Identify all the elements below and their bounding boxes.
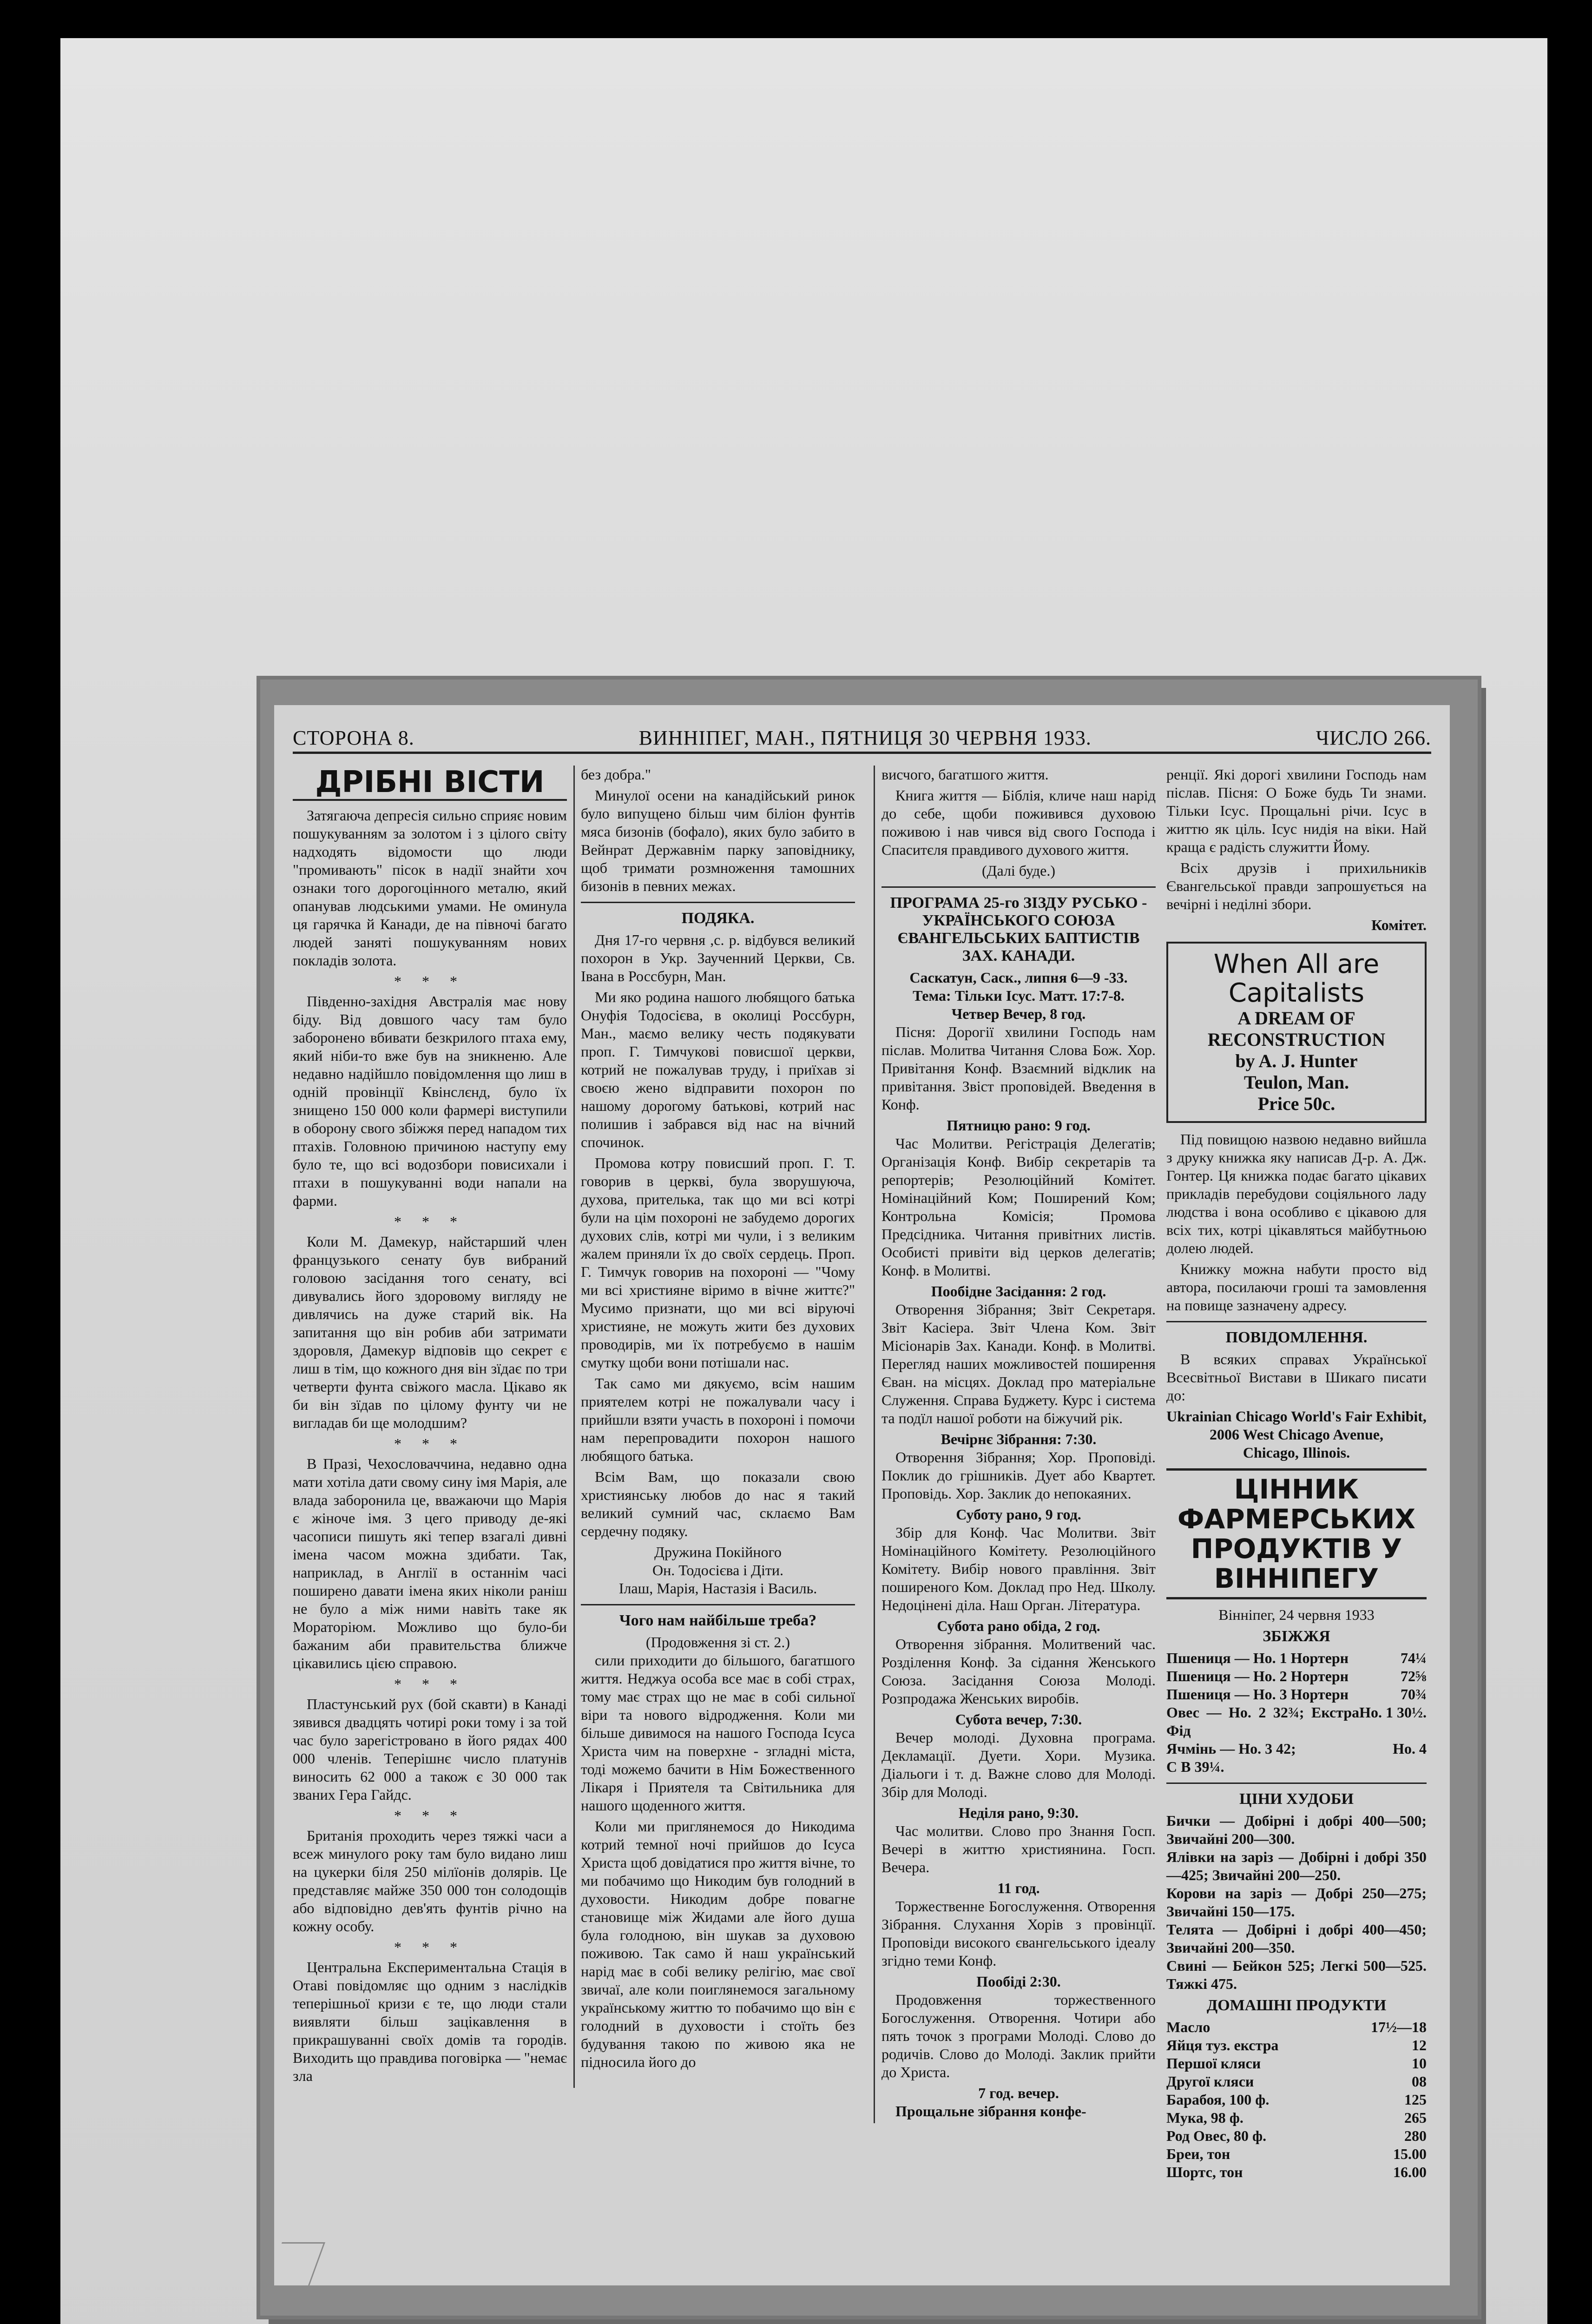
article-paragraph: Промова котру повисший проп. Г. Т. говорив в церкві, була зворушуюча, духова, прителька, так що ми всі котрі були на цім похороні не забудемо дорогих духових слів, котрі ми чули, і з великим жалем приняли їх до своїх сердець. Проп. Г. Тимчук говорив на похороні — "Чому ми всі християне віримо в вічне життє?" Мусимо признати, що ми всі віруючі християне, не можуть жити без духових проводирів, ми їх потребуємо в нашім смутку щоби вони потішали нас. [581, 1155, 855, 1371]
session-text: Пісня: Дорогії хвилини Господь нам післав. Молитва Читання Слова Бож. Хор. Привітання Конф. Взаємний відклик на привітання. Звіст проповідей. Введення в Конф. [882, 1023, 1156, 1113]
grain-price-row [1166, 1649, 1427, 1667]
headline-convention-program: ПРОГРАМА 25-го ЗІЗДУ РУСЬКО - УКРАЇНСЬКОГО СОЮЗА ЄВАНГЕЛЬСЬКИХ БАПТИСТІВ ЗАХ. КАНАДИ. [890, 894, 1147, 964]
separator-stars: * * * [394, 1213, 466, 1230]
grain-price-row [1166, 1758, 1427, 1776]
price-item-name: Пшениця — Но. 3 Нортерн [1166, 1686, 1349, 1703]
session-text: Вечер молоді. Духовна програма. Декламації. Дуети. Хори. Музика. Діальоги і т. д. Важне слово для Молоді. Збір для Молоді. [882, 1729, 1156, 1800]
session-heading: 7 год. вечер. [978, 2085, 1059, 2101]
program-theme: Тема: Тільки Ісус. Матт. 17:7-8. [913, 987, 1125, 1004]
headline-what-we-need: Чого нам найбільше треба? [619, 1612, 817, 1629]
signature-committee: Комітет. [1371, 917, 1427, 933]
article-paragraph: Книга життя — Біблія, кличе наш нарід до себе, щоби поживився духовою поживою і нав чився від свого Господа і Спаситєля правдивого духового життя. [882, 787, 1156, 858]
price-item-name: Бреи, тон [1166, 2146, 1230, 2162]
dateline: ВИННІПЕГ, МАН., ПЯТНИЦЯ 30 ЧЕРВНЯ 1933. [638, 726, 1092, 749]
program-place: Саскатун, Саск., липня 6—9 -33. [909, 969, 1128, 986]
price-item-name: Другої кляси [1166, 2073, 1254, 2090]
grain-heading: ЗБІЖЖЯ [1263, 1628, 1330, 1645]
headline-farm-prices: ЦІННИК ФАРМЕРСЬКИХ ПРОДУКТІВ У ВІННІПЕГУ [1166, 1468, 1427, 1599]
book-price: Price 50c. [1257, 1093, 1335, 1114]
price-item-value: 12 [1412, 2037, 1427, 2053]
session-text: Продовження торжественного Богослуження. Отворення. Чотири або пять точок з програми Молоді. Слово до родичів. Слово до Молоді. Заклик прийти до Христа. [882, 1991, 1156, 2080]
session-text: Отворення Зібрання; Звіт Секретаря. Звіт Касіера. Звіт Члена Ком. Звіт Місіонарів Зах. Канади. Конф. в Молитві. Перегляд наших можливостей поширення Єван. на місцях. Доклад про матеріальне Служення. Справа Буджету. Курс і система та подїл нашої роботи на біжучий рік. [882, 1301, 1156, 1426]
separator-stars: * * * [394, 1807, 466, 1824]
signature-line: Он. Тодосієва і Діти. [652, 1562, 783, 1578]
divider [1166, 1321, 1427, 1322]
separator-stars: * * * [394, 1939, 466, 1955]
cattle-heading: ЦІНИ ХУДОБИ [1239, 1790, 1354, 1808]
session-text: Час Молитви. Регістрація Делегатів; Організація Конф. Вибір секретарів та репортерів; Резолюційний Комітет. Номінаційний Ком; Поширений Ком; Контрольна Комісія; Промова Предсідника. Читання привітних листів. Особисті привіти від церков делегатів; Конф. в Молитві. [882, 1135, 1156, 1279]
home-price-row [1166, 2018, 1427, 2036]
separator-stars: * * * [394, 1435, 466, 1452]
price-item-value: 280 [1404, 2127, 1427, 2144]
home-price-row [1166, 2073, 1427, 2091]
article-paragraph: Центральна Експериментальна Стація в Отаві повідомляє що одним з наслідків теперішньої кризи є те, що люди стали виявляти більш зацікавлення в прикрашуванні своїх домів та городів. Виходить що правдива поговірка — "немає зла [293, 1959, 567, 2084]
divider [1166, 1783, 1427, 1784]
cattle-price-row: Телята — Добірні і добрі 400—450; Звичайні 200—350. [1166, 1921, 1427, 1956]
price-item-name: С В 39¼. [1166, 1758, 1224, 1775]
home-price-row [1166, 2127, 1427, 2145]
price-item-value: 265 [1404, 2109, 1427, 2126]
session-text: Торжественне Богослуження. Отворення Зібрання. Слухання Хорів з провінції. Проповіди високого євангельського ідеалу згідно теми Конф. [882, 1898, 1156, 1969]
article-paragraph: Південно-західня Австралія має нову біду. Від довшого часу там було заборонено вбивати безкрилого птаха ему, який ніби-то вже був на зникненю. Але недавно надійшло повідомлення що лиш в одній провінції Квінслєнд, було їх знищено 150 000 коли фармері виступили в оборону свого збіжжя перед нападом тих птахів. Головною причиною наступу ему було те, що всі водозбори повисихали і птахи в пошукуванні води напали на фарми. [293, 993, 567, 1209]
session-heading: Субота рано обіда, 2 год. [937, 1618, 1100, 1634]
price-item-name: Масло [1166, 2019, 1210, 2035]
headline-notice: ПОВІДОМЛЕННЯ. [1225, 1329, 1368, 1346]
session-heading: Пятницю рано: 9 год. [947, 1117, 1091, 1134]
home-price-row [1166, 2091, 1427, 2109]
price-item-value: Но. 1 30½. [1359, 1704, 1427, 1721]
session-text: Збір для Конф. Час Молитви. Звіт Номінаційного Комітету. Резолюційного Комітету. Вибір нового правління. Звіт поширеного Ком. Доклад про Нед. Школу. Недоцінені діла. Наш Орган. Література. [882, 1524, 1156, 1613]
grain-price-row [1166, 1740, 1427, 1758]
price-item-value: 08 [1412, 2073, 1427, 2090]
price-item-value: 74¼ [1401, 1650, 1427, 1666]
cattle-price-row: Корови на заріз — Добрі 250—275; Звичайні 150—175. [1166, 1885, 1427, 1920]
session-heading: Вечірнє Зібрання: 7:30. [941, 1431, 1097, 1447]
price-item-name: Шортс, тон [1166, 2164, 1243, 2180]
divider [581, 902, 855, 903]
price-item-name: Першої кляси [1166, 2055, 1261, 2072]
price-item-name: Род Овес, 80 ф. [1166, 2127, 1267, 2144]
grain-price-row [1166, 1685, 1427, 1703]
article-paragraph: висчого, багатшого життя. [882, 766, 1049, 783]
session-heading: Субота вечер, 7:30. [955, 1711, 1082, 1728]
divider [581, 1604, 855, 1605]
price-item-value: 72⅝ [1401, 1668, 1427, 1684]
price-item-name: Ячмінь — Но. 3 42; [1166, 1740, 1296, 1757]
signature-line: Ілаш, Марія, Настазія і Василь. [618, 1580, 817, 1597]
article-paragraph: Всім Вам, що показали свою християнську любов до нас я такий великий сумний час, склаємо Вам сердечну подяку. [581, 1468, 855, 1539]
address-line: Chicago, Illinois. [1243, 1444, 1350, 1461]
cattle-price-row: Бички — Добірні і добрі 400—500; Звичайні 200—300. [1166, 1812, 1427, 1847]
column-1 [293, 766, 575, 2088]
home-price-list [1166, 2018, 1427, 2181]
grain-price-row [1166, 1703, 1427, 1740]
article-paragraph: Британія проходить через тяжкі часи а всеж минулого року там було видано лиш на цукерки біля 250 мілїонів долярів. Це представляє майже 350 000 тон солодощів або відповідно дев'ять фунтів річно на кожну особу. [293, 1827, 567, 1934]
to-be-continued: (Далі буде.) [981, 862, 1055, 879]
home-price-row [1166, 2036, 1427, 2054]
book-subtitle: A DREAM OF RECONSTRUCTION [1207, 1008, 1386, 1050]
article-paragraph: Під повищою назвою недавно вийшла з друку книжка яку написав Д-р. А. Дж. Гонтер. Ця книжка подає багато цікавих прикладів перебудови соціяльного ладу людства і вона особливо є цікавою для всіх тих, котрі цікавляться майбутньою долею людей. [1166, 1131, 1427, 1256]
session-heading: Суботу рано, 9 год. [956, 1506, 1081, 1523]
book-ad-box [1166, 942, 1427, 1123]
book-place: Teulon, Man. [1243, 1072, 1349, 1093]
book-author: by A. J. Hunter [1235, 1050, 1358, 1071]
session-text: Отворення зібрання. Молитвений час. Розділення Конф. За сідання Женського Союза. Засідання Союза Молоді. Розпродажа Женських виробів. [882, 1636, 1156, 1707]
price-item-name: Овес — Но. 2 32¾; Екстра Фід [1166, 1704, 1360, 1739]
article-paragraph: Коли М. Дамекур, найстарший член французького сенату був вибраний головою засідання того сенату, всі дивувались його здоровому вигляду не дивлячись на дуже старий вік. На запитання що він робив аби затримати здоровля, Дамекур відповів що секрет є лиш в тім, що кожного дня він зїдає по три четверти фунта свіжого масла. Цікаво як би він зїдав по цілому фунту чи не вигладав би ще молодшим? [293, 1233, 567, 1431]
session-text: Прощальне зібрання конфе- [895, 2103, 1086, 2119]
price-item-name: Пшениця — Но. 1 Нортерн [1166, 1650, 1349, 1666]
microfilm-frame [60, 38, 1547, 2324]
column-4 [1166, 766, 1427, 2181]
price-item-value: 125 [1404, 2091, 1427, 2108]
column-3 [874, 766, 1156, 2123]
newspaper-sheet [260, 680, 1478, 2316]
separator-stars: * * * [394, 973, 466, 990]
issue-number: ЧИСЛО 266. [1316, 726, 1431, 749]
price-item-value: 17½—18 [1371, 2019, 1427, 2035]
newspaper-page [274, 705, 1450, 2285]
session-heading: Пообідне Засідання: 2 год. [931, 1283, 1106, 1300]
session-text: Час молитви. Слово про Знання Госп. Вечері в життю християнина. Госп. Вечера. [882, 1822, 1156, 1875]
continuation-note: (Продовження зі ст. 2.) [645, 1634, 790, 1651]
article-paragraph: ренції. Які дорогі хвилини Господь нам післав. Пісня: О Боже будь Ти знами. Тільки Ісус. Прощальні річи. Ісус в життю як ціль. Ісус нидія на віки. Най краща є радість служитти Йому. [1166, 766, 1427, 855]
price-item-value: 16.00 [1393, 2164, 1427, 2180]
article-paragraph: Так само ми дякуємо, всім нашим приятелем котрі не пожалували часу і прийшли взяти участь в похороні і помочи нам перепровадити похорон нашого любящого батька. [581, 1375, 855, 1464]
home-price-row [1166, 2054, 1427, 2073]
home-price-row [1166, 2145, 1427, 2163]
cattle-price-list [1166, 1812, 1427, 1993]
price-date: Вінніпег, 24 червня 1933 [1218, 1606, 1375, 1623]
article-paragraph: Дня 17-го червня ,с. р. відбувся великий похорон в Укр. Заученний Церкви, Св. Івана в Россбурн, Ман. [581, 931, 855, 984]
home-products-heading: ДОМАШНІ ПРОДУКТИ [1206, 1997, 1387, 2014]
price-item-value: 15.00 [1393, 2146, 1427, 2162]
folded-corner [266, 2242, 325, 2285]
article-paragraph: Ми яко родина нашого любящого батька Онуфія Тодосієва, в околиці Россбурн, Ман., маємо велику честь подякувати проп. Г. Тимчукові повисшої церкви, котрий не пожалував труду, і приїхав зі своєю жено відправити похорон по нашому дорогому батькові, котрий нас полишив і забрався від нас на вічний спочинок. [581, 989, 855, 1150]
article-paragraph: Затягаюча депресія сильно сприяє новим пошукуванням за золотом і з цілого світу надходять відомости що люди "промивають" пісок в надії знайти хоч ознаки того дорогоцінного металю, який опанував людськими умами. Не оминула ця гарячка й Канади, де на півночі багато людей заняті пошукуванням нових покладів золота. [293, 807, 567, 969]
session-heading: Пообіді 2:30. [976, 1973, 1061, 1990]
price-item-name: Пшениця — Но. 2 Нортерн [1166, 1668, 1349, 1684]
headline-short-news: ДРІБНІ ВІСТИ [293, 766, 567, 801]
article-paragraph: Коли ми приглянемося до Никодима котрий темної ночі прийшов до Ісуса Христа щоб довідатися про життя вічне, то ми побачимо що Никодим був голодний в духовости. Никодим добре повагне становище між Жидами але його душа була голодною, він шукав за духовою поживою. Так само й наш український нарід має в собі велику релігію, має свої звичаї, але коли поиглянемося загальному українському життю то побачимо що він є голодний в духовости і стоїть без будування такою по живою яка не підносила його до [581, 1818, 855, 2070]
headline-thanks: ПОДЯКА. [681, 910, 755, 927]
article-paragraph: В Празі, Чехословаччина, недавно одна мати хотіла дати свому сину імя Марія, але влада заборонила це, вважаючи що Марія є жіноче імя. З цего приводу де-які часописи пишуть які тепер взагалі дивні імена часом можна здибати. Так, наприклад, в Англії в останнім часі поширено давати імена яких ніколи раніш не було а між ними навіть таке як Мораторіюм. Можливо що було-би бажаним аби правительства ближче цікавились цією справою. [293, 1455, 567, 1671]
price-item-name: Мука, 98 ф. [1166, 2109, 1243, 2126]
session-text: Отворення Зібрання; Хор. Проповіді. Поклик до грішників. Дует або Квартет. Проповідь. Хор. Заклик до непокаяних. [882, 1449, 1156, 1502]
cattle-price-row: Свині — Бейкон 525; Легкі 500—525. Тяжкі 475. [1166, 1957, 1427, 1992]
home-price-row [1166, 2109, 1427, 2127]
session-heading: Четвер Вечер, 8 год. [951, 1005, 1086, 1022]
divider [882, 886, 1156, 888]
book-title: When All are Capitalists [1213, 949, 1380, 1008]
article-paragraph: Минулої осени на канадійський ринок було випущено більш чим біліон фунтів мяса бизонів (бофало), яких було забито в Вейнрат Державнім парку заповіднику, щоб тримати розмноження тамошних бизонів в певних межах. [581, 787, 855, 894]
page-number: СТОРОНА 8. [293, 726, 414, 749]
article-paragraph: Пластунський рух (бой скавти) в Канаді зявився двадцять чотирі роки тому і за той час було зарегістровано в його рядах 400 000 членів. Теперішнє число платунів виносить 62 000 а також є 30 000 так званих Гера Гайдс. [293, 1696, 567, 1803]
article-paragraph: Всіх друзів і прихильників Євангельської правди запрошується на вечірні і неділні збори. [1166, 859, 1427, 912]
article-paragraph: Книжку можна набути просто від автора, посилаючи гроші та замовлення на повище зазначену адресу. [1166, 1261, 1427, 1314]
price-item-name: Яйця туз. екстра [1166, 2037, 1279, 2053]
price-item-value: 70¾ [1401, 1686, 1427, 1703]
column-2 [581, 766, 855, 2074]
signature-line: Дружина Покійного [654, 1544, 782, 1560]
grain-price-row [1166, 1667, 1427, 1685]
article-paragraph: без добра." [581, 766, 651, 783]
article-paragraph: сили приходити до більшого, багатшого життя. Неджуа особа все має в собі страх, тому має страх що не має в собі сильної віри та нового відродження. Коли ми більше дивимося на нашого Господа Ісуса Христа чим на поверхне - згладні міста, тоді можемо бачити в Нім Божественного Лікаря і Приятеля та Світильника для нашого щоденного життя. [581, 1652, 855, 1814]
session-heading: Неділя рано, 9:30. [959, 1804, 1079, 1821]
address-line: Ukrainian Chicago World's Fair Exhibit, [1166, 1408, 1427, 1425]
article-paragraph: В всяких справах Української Всесвітньої Вистави в Шикаго писати до: [1166, 1351, 1427, 1404]
price-item-value: Но. 4 [1393, 1740, 1427, 1757]
price-item-name: Барабоя, 100 ф. [1166, 2091, 1270, 2108]
cattle-price-row: Ялівки на заріз — Добірні і добрі 350—425; Звичайні 200—250. [1166, 1849, 1427, 1883]
address-line: 2006 West Chicago Avenue, [1210, 1426, 1383, 1443]
home-price-row [1166, 2163, 1427, 2181]
separator-stars: * * * [394, 1676, 466, 1692]
price-item-value: 10 [1412, 2055, 1427, 2072]
grain-price-list [1166, 1649, 1427, 1776]
masthead [293, 724, 1431, 754]
session-heading: 11 год. [997, 1880, 1040, 1896]
